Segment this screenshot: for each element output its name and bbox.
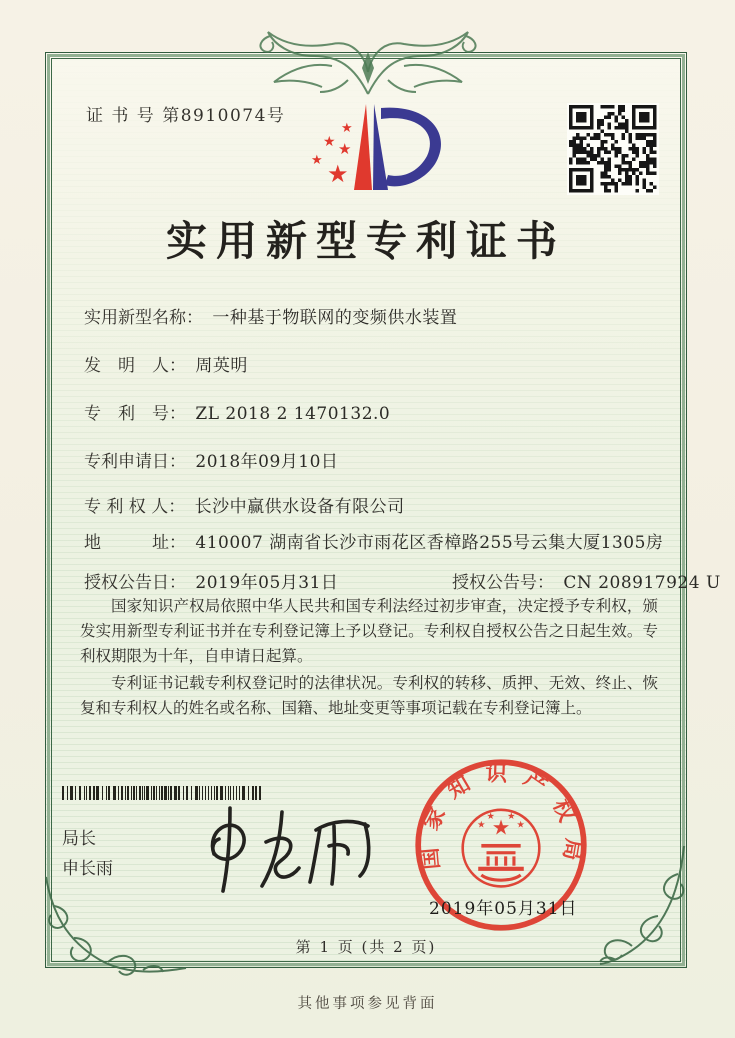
- svg-text:★: ★: [477, 819, 486, 831]
- svg-text:★: ★: [323, 134, 336, 150]
- handwritten-signature: [182, 798, 387, 898]
- field-label-patentee: 专 利 权 人：: [84, 497, 186, 517]
- qr-code: [567, 103, 659, 195]
- svg-text:★: ★: [327, 160, 349, 188]
- field-value-inventor: 周英明: [195, 356, 248, 376]
- field-value-filing-date: 2018年09月10日: [195, 452, 339, 472]
- svg-text:★: ★: [338, 140, 352, 158]
- officer-block: [62, 824, 113, 884]
- back-note: 其他事项参见背面: [297, 996, 438, 1012]
- field-value-patent-number: ZL 2018 2 1470132.0: [195, 404, 391, 424]
- cnipa-logo-icon: [293, 96, 463, 198]
- field-value-patentee: 长沙中赢供水设备有限公司: [194, 497, 405, 517]
- field-row-patentee: [84, 492, 664, 517]
- national-emblem: [477, 811, 525, 880]
- svg-text:★: ★: [341, 121, 353, 136]
- field-label-filing-date: 专利申请日：: [84, 452, 186, 472]
- field-label-utility-name: 实用新型名称：: [84, 308, 203, 328]
- field-row-grant: [84, 568, 721, 593]
- field-value-grant-date: 2019年05月31日: [195, 573, 339, 593]
- officer-name: 申长雨: [62, 859, 113, 879]
- field-label-inventor: 发 明 人：: [84, 356, 186, 376]
- field-value-utility-name: 一种基于物联网的变频供水装置: [212, 308, 458, 328]
- svg-text:★: ★: [516, 819, 525, 831]
- field-row-filing-date: [84, 447, 664, 472]
- field-row-patent-number: [84, 399, 664, 424]
- certificate-number: 证 书 号 第8910074号: [86, 106, 286, 126]
- field-value-grant-number: CN 208917924 U: [563, 573, 721, 593]
- seal-date: 2019年05月31日: [429, 899, 578, 919]
- svg-text:★: ★: [311, 153, 323, 168]
- legal-paragraph-2: 专利证书记载专利权登记时的法律状况。专利权的转移、质押、无效、终止、恢复和专利权人的姓名或名称、国籍、地址变更等事项记载在专利登记簿上。: [80, 674, 658, 718]
- field-row-utility-name: [84, 303, 664, 328]
- field-label-address: 地 址：: [84, 533, 186, 553]
- field-row-inventor: [84, 351, 664, 376]
- svg-text:★: ★: [507, 811, 516, 823]
- svg-text:★: ★: [491, 815, 511, 840]
- field-row-address: [84, 528, 664, 553]
- legal-paragraph-1: 国家知识产权局依照中华人民共和国专利法经过初步审查，决定授予专利权，颁发实用新型专利证书并在专利登记簿上予以登记。专利权自授权公告之日起生效。专利权期限为十年，自申请日起算。: [80, 597, 658, 666]
- page-number: 第 1 页 (共 2 页): [295, 938, 437, 956]
- field-label-grant-number: 授权公告号：: [452, 573, 554, 593]
- legal-body-text: [80, 594, 658, 724]
- field-label-grant-date: 授权公告日：: [84, 573, 186, 593]
- svg-text:★: ★: [486, 811, 495, 823]
- seal-ring-text: 国家知识产权局: [416, 761, 587, 877]
- certificate-title: 实用新型专利证书: [166, 217, 566, 265]
- officer-title: 局长: [62, 829, 96, 849]
- field-value-address: 410007 湖南省长沙市雨花区香樟路255号云集大厦1305房: [195, 533, 664, 553]
- field-label-patent-number: 专 利 号：: [84, 404, 186, 424]
